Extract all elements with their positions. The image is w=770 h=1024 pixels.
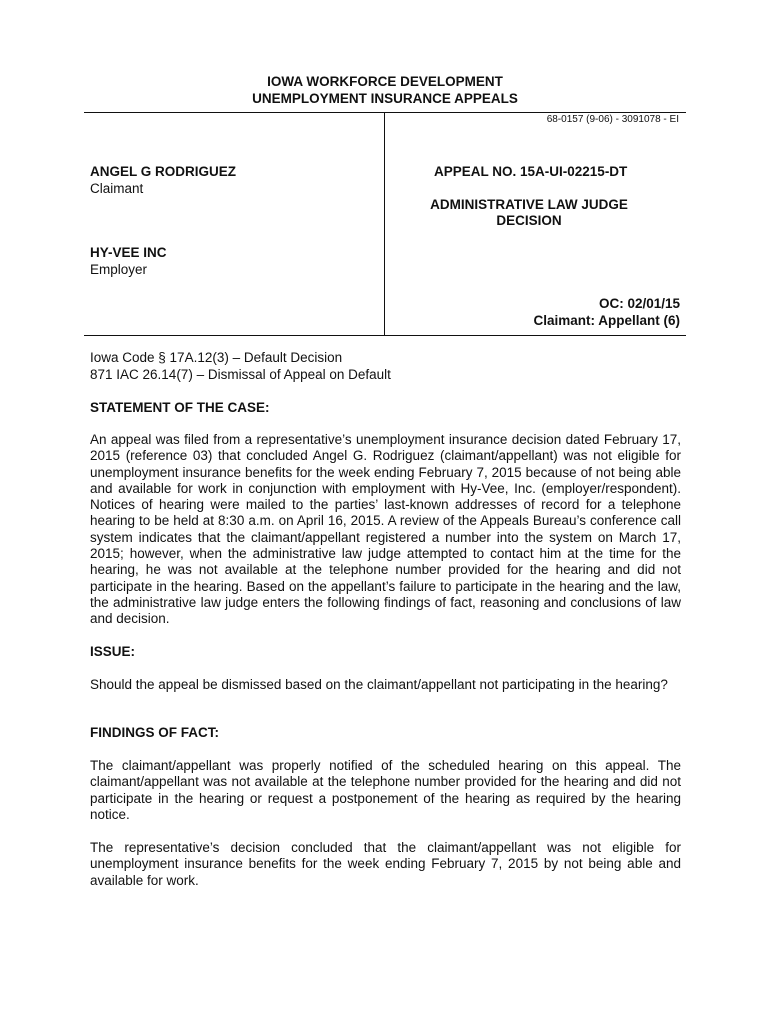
appeal-number: APPEAL NO. 15A-UI-02215-DT	[434, 164, 628, 179]
caption-divider	[384, 112, 385, 335]
header-rule	[84, 112, 686, 113]
claimant-name: ANGEL G RODRIGUEZ	[90, 164, 237, 179]
caption-bottom-rule	[84, 335, 686, 336]
claimant-role: Claimant	[90, 181, 144, 196]
agency-subtitle: UNEMPLOYMENT INSURANCE APPEALS	[252, 91, 518, 106]
issue-heading: ISSUE:	[90, 644, 136, 659]
citation-2: 871 IAC 26.14(7) – Dismissal of Appeal on Default	[90, 367, 391, 382]
original-claim-date: OC: 02/01/15	[598, 296, 680, 311]
employer-name: HY-VEE INC	[90, 245, 167, 260]
findings-heading: FINDINGS OF FACT:	[90, 725, 219, 740]
form-number: 68-0157 (9-06) - 3091078 - EI	[546, 114, 679, 125]
findings-text-1: The claimant/appellant was properly notified of the scheduled hearing on this appeal. The claimant/appellant was not available at the telephone number provided for the hearing and did not participate in the hearing or request a postponement of the hearing as required by the hearing notice.	[90, 758, 681, 822]
statement-heading: STATEMENT OF THE CASE:	[90, 400, 270, 415]
findings-text-2: The representative’s decision concluded that the claimant/appellant was not eligible for unemployment insurance benefits for the week ending February 7, 2015 by not being able and available for work.	[90, 840, 681, 888]
decision-title-line2: DECISION	[496, 213, 562, 228]
claimant-status: Claimant: Appellant (6)	[533, 313, 680, 328]
decision-title-line1: ADMINISTRATIVE LAW JUDGE	[430, 197, 628, 212]
issue-text: Should the appeal be dismissed based on the claimant/appellant not participating in the hearing?	[90, 677, 668, 692]
agency-title: IOWA WORKFORCE DEVELOPMENT	[267, 74, 503, 89]
citation-1: Iowa Code § 17A.12(3) – Default Decision	[90, 350, 343, 365]
statement-text: An appeal was filed from a representative’s unemployment insurance decision dated February 17, 2015 (reference 03) that concluded Angel G. Rodriguez (claimant/appellant) was not eligible for unemployment insurance benefits for the week ending February 7, 2015 because of not being able and available for work in conjunction with employment with Hy-Vee, Inc. (employer/respondent). Notices of hearing were mailed to the parties’ last-known addresses of record for a telephone hearing to be held at 8:30 a.m. on April 16, 2015. A review of the Appeals Bureau’s conference call system indicates that the claimant/appellant registered a number into the system on March 17, 2015; however, when the administrative law judge attempted to contact him at the time for the hearing, he was not available at the telephone number provided for the hearing and did not participate in the hearing. Based on the appellant’s failure to participate in the hearing and the law, the administrative law judge enters the following findings of fact, reasoning and conclusions of law and decision.	[90, 432, 681, 627]
employer-role: Employer	[90, 262, 148, 277]
